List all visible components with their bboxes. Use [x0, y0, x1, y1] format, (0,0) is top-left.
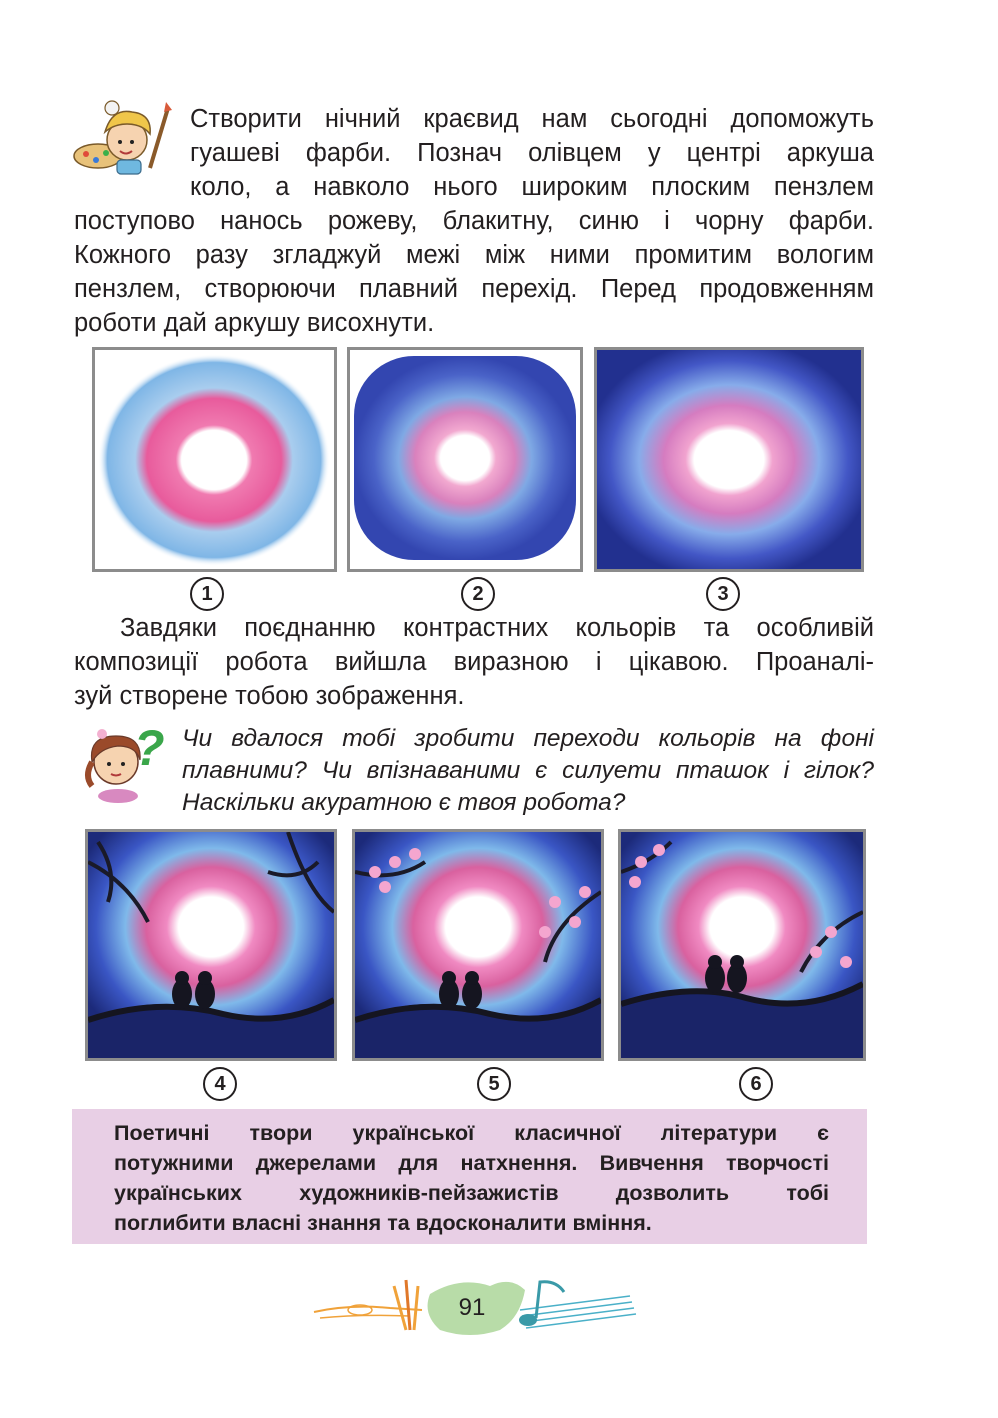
step-number-5: 5: [477, 1067, 511, 1101]
questions-block: [182, 723, 874, 819]
intro-line: Кожного разу згладжуй межі між ними промитим вологим: [74, 241, 874, 269]
question-line: Наскільки акуратною є твоя робота?: [182, 789, 626, 816]
step-number-3: 3: [706, 577, 740, 611]
summary-paragraph: [74, 611, 874, 713]
step-image-1: [92, 347, 337, 572]
intro-line: коло, а навколо нього широким плоским пензлем: [190, 173, 874, 201]
page-number: 91: [458, 1294, 486, 1321]
step-number-6: 6: [739, 1067, 773, 1101]
intro-line: Створити нічний краєвид нам сьогодні допоможуть: [190, 105, 874, 133]
step-number-1: 1: [190, 577, 224, 611]
summary-line: Завдяки поєднанню контрастних кольорів та особливій: [120, 614, 874, 642]
intro-line: роботи дай аркушу висохнути.: [74, 309, 435, 337]
note-box: [72, 1109, 867, 1244]
question-line: плавними? Чи впізнаваними є силуети пташок і гілок?: [182, 757, 874, 784]
note-line: поглибити власні знання та вдосконалити вміння.: [114, 1211, 652, 1235]
intro-line: гуашеві фарби. Познач олівцем у центрі аркуша: [190, 139, 874, 167]
question-mark-icon: ?: [134, 720, 165, 776]
note-line: потужними джерелами для натхнення. Вивчення творчості: [114, 1151, 829, 1175]
step-image-6: [618, 829, 866, 1061]
question-line: Чи вдалося тобі зробити переходи кольорів на фоні: [182, 725, 874, 752]
step-image-3: [594, 347, 864, 572]
step-image-4: [85, 829, 337, 1061]
step-image-2: [347, 347, 583, 572]
step-number-2: 2: [461, 577, 495, 611]
intro-line: поступово нанось рожеву, блакитну, синю і чорну фарби.: [74, 207, 874, 235]
summary-line: композиції робота вийшла виразною і цікавою. Проаналі-: [74, 648, 874, 676]
note-line: українських художників-пейзажистів дозволить тобі: [114, 1181, 829, 1205]
intro-paragraph: [74, 102, 874, 340]
note-line: Поетичні твори української класичної літератури є: [114, 1121, 829, 1145]
summary-line: зуй створене тобою зображення.: [74, 682, 465, 710]
intro-line: пензлем, створюючи плавний перехід. Перед продовженням: [74, 275, 874, 303]
step-image-5: [352, 829, 604, 1061]
step-number-4: 4: [203, 1067, 237, 1101]
